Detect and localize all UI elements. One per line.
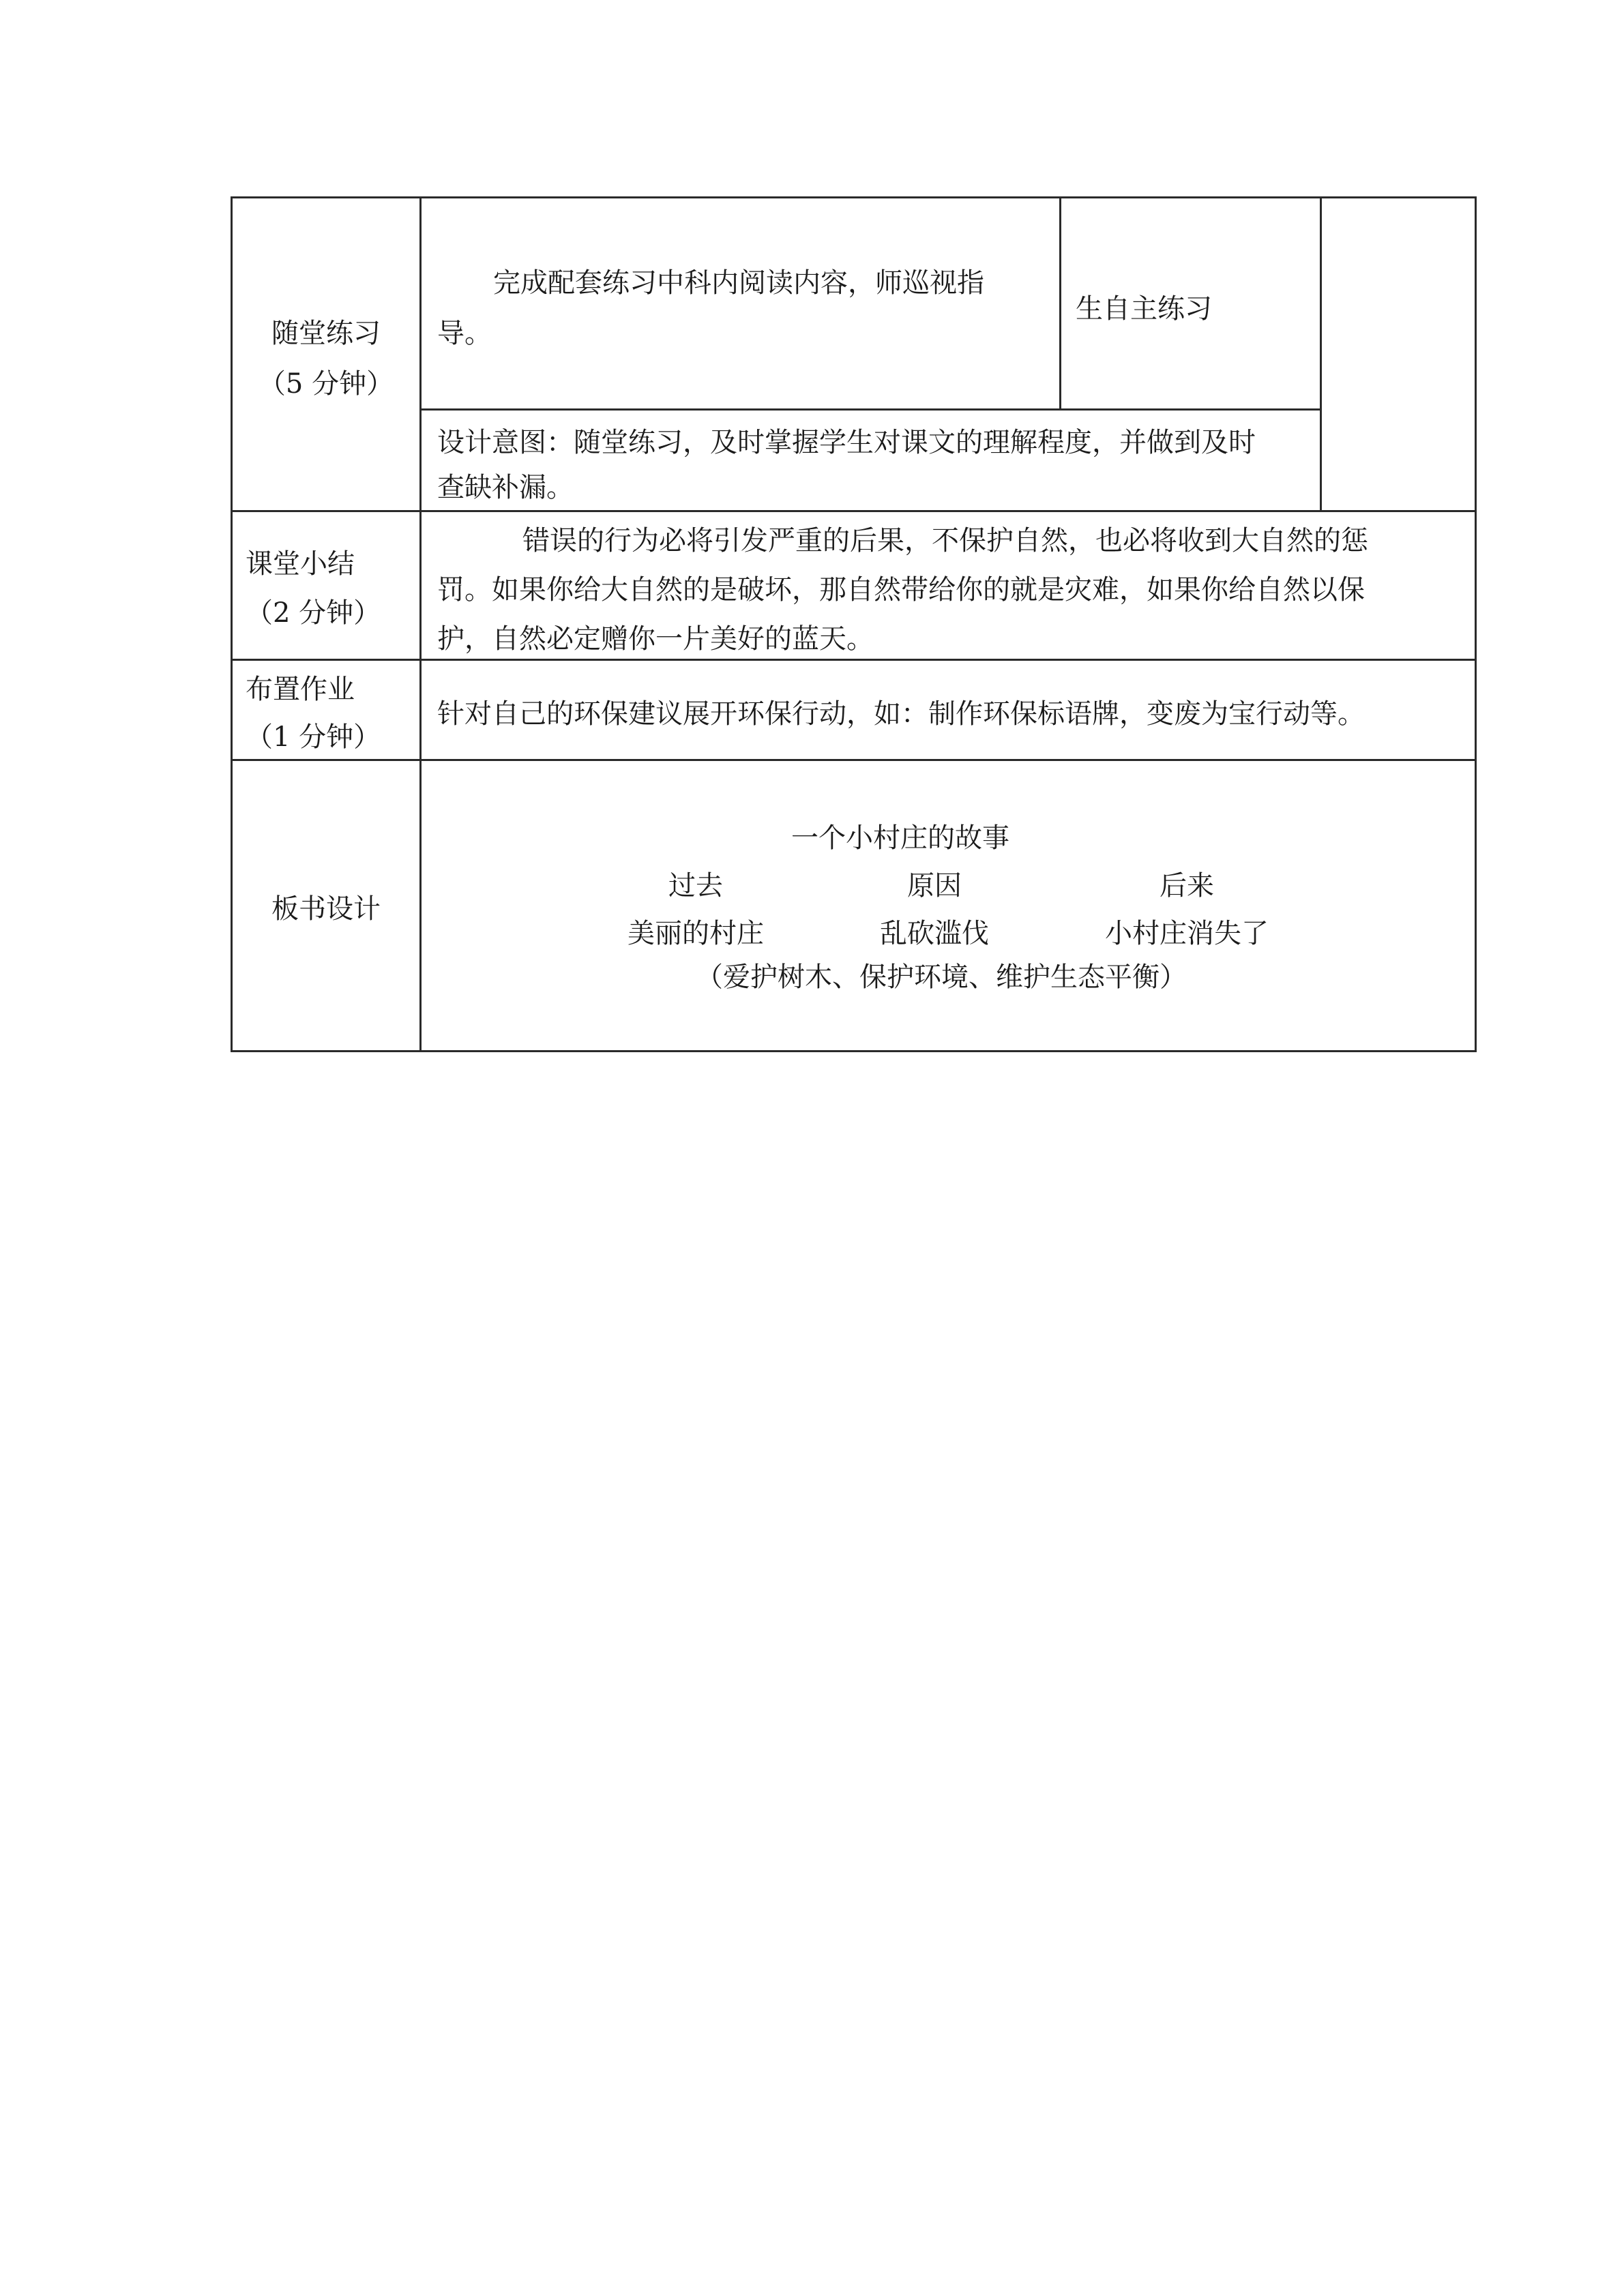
design-intent-divider (419, 408, 1322, 411)
board-col2-head: 原因 (907, 870, 962, 901)
practice-student-activity: 生自主练习 (1076, 293, 1212, 325)
practice-design-intent-line2: 查缺补漏。 (437, 472, 574, 503)
label-column-divider (419, 196, 422, 1052)
summary-text-line1: 错误的行为必将引发严重的后果，不保护自然，也必将收到大自然的惩 (522, 525, 1368, 556)
row-divider-summary (231, 510, 1477, 512)
practice-design-intent-line1: 设计意图：随堂练习，及时掌握学生对课文的理解程度，并做到及时 (437, 427, 1256, 458)
practice-teacher-activity-line2: 导。 (437, 318, 492, 349)
activity-column-divider (1059, 196, 1061, 410)
board-footer: （爱护树木、保护环境、维护生态平衡） (696, 961, 1187, 993)
homework-text: 针对自己的环保建议展开环保行动，如：制作环保标语牌，变废为宝行动等。 (437, 698, 1365, 730)
board-col1-head: 过去 (668, 870, 723, 901)
table-border-bottom (231, 1050, 1477, 1052)
board-col3-head: 后来 (1160, 870, 1214, 901)
summary-label: 课堂小结 (246, 548, 355, 580)
row-divider-board (231, 759, 1477, 761)
board-col1-body: 美丽的村庄 (628, 918, 764, 949)
practice-label: 随堂练习 (271, 318, 381, 349)
board-title: 一个小村庄的故事 (791, 822, 1009, 854)
board-col2-body: 乱砍滥伐 (880, 918, 989, 949)
summary-text-line2: 罚。如果你给大自然的是破坏，那自然带给你的就是灾难，如果你给自然以保 (437, 574, 1365, 606)
practice-duration: （5 分钟） (258, 368, 394, 400)
homework-duration: （1 分钟） (246, 721, 381, 753)
table-border-right (1475, 196, 1477, 1052)
summary-duration: （2 分钟） (246, 597, 381, 629)
practice-teacher-activity-line1: 完成配套练习中科内阅读内容，师巡视指 (493, 267, 984, 299)
student-column-divider (1320, 196, 1322, 511)
board-label: 板书设计 (271, 893, 381, 925)
summary-text-line3: 护，自然必定赠你一片美好的蓝天。 (437, 623, 874, 655)
homework-label: 布置作业 (246, 674, 355, 705)
table-border-top (231, 196, 1477, 198)
board-col3-body: 小村庄消失了 (1105, 918, 1269, 949)
